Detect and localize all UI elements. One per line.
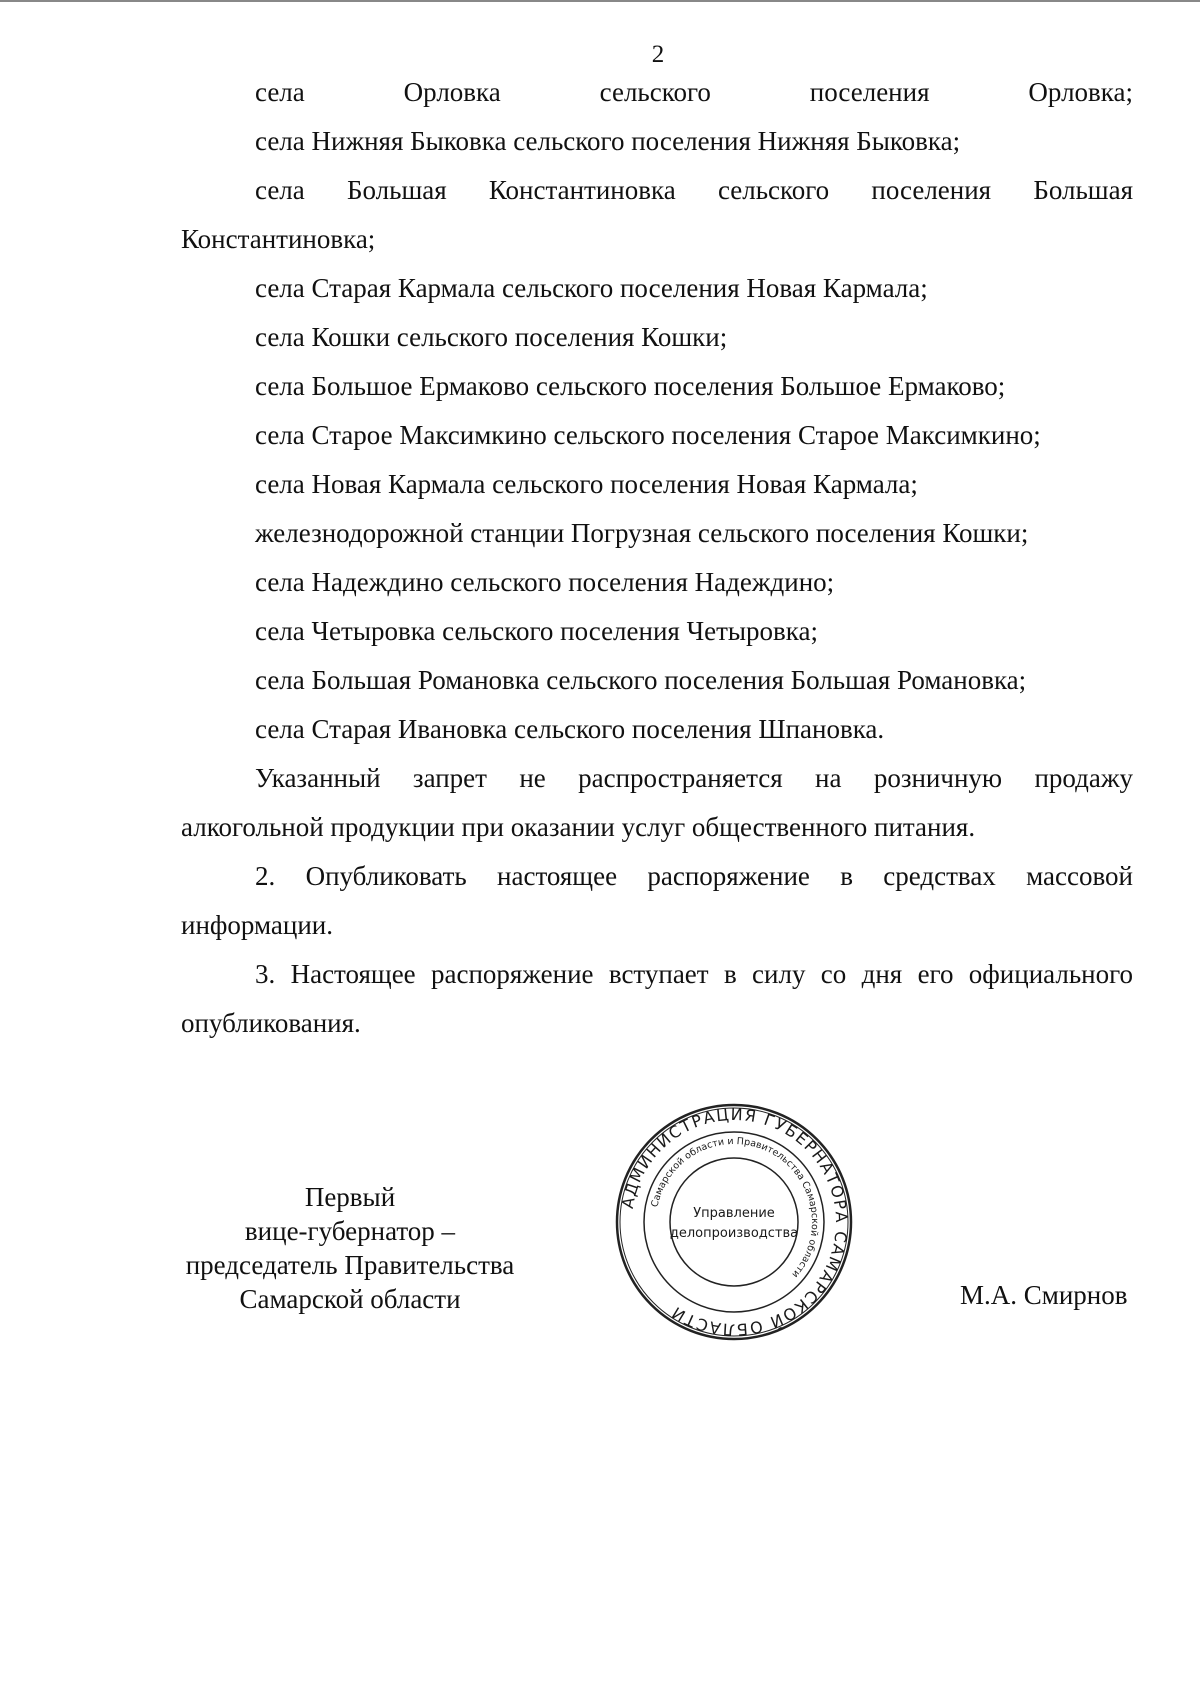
paragraph-line: села Орловка сельского поселения Орловка; <box>255 77 1133 107</box>
signer-name: М.А. Смирнов <box>960 1280 1128 1310</box>
page-top-edge <box>0 0 1200 2</box>
paragraph-line: села Большая Романовка сельского поселения Большая Романовка; <box>255 665 1027 695</box>
signer-position-line: вице-губернатор – <box>244 1216 456 1246</box>
document-body <box>181 68 1133 1048</box>
paragraph-line: алкогольной продукции при оказании услуг общественного питания. <box>181 812 976 842</box>
paragraph-line: села Старая Ивановка сельского поселения Шпановка. <box>255 714 885 744</box>
paragraph-line: села Старое Максимкино сельского поселения Старое Максимкино; <box>255 420 1041 450</box>
stamp-seal <box>614 1102 854 1342</box>
paragraph-line: 3. Настоящее распоряжение вступает в силу со дня его официального <box>255 959 1133 989</box>
paragraph-line: информации. <box>181 910 333 940</box>
paragraph-line: села Старая Кармала сельского поселения Новая Кармала; <box>255 273 928 303</box>
paragraph-line: села Нижняя Быковка сельского поселения Нижняя Быковка; <box>255 126 961 156</box>
paragraph-line: села Новая Кармала сельского поселения Новая Кармала; <box>255 469 918 499</box>
paragraph-line: опубликования. <box>181 1008 361 1038</box>
paragraph-line: села Надеждино сельского поселения Надеждино; <box>255 567 835 597</box>
signer-position-line: председатель Правительства <box>185 1250 515 1280</box>
paragraph-line: села Большая Константиновка сельского поселения Большая <box>255 175 1133 205</box>
page-number: 2 <box>651 41 665 68</box>
paragraph-line: села Большое Ермаково сельского поселения Большое Ермаково; <box>255 371 1006 401</box>
signer-position-line: Самарской области <box>239 1284 461 1314</box>
stamp-center-line: Управление <box>693 1206 775 1221</box>
paragraph-line: 2. Опубликовать настоящее распоряжение в средствах массовой <box>255 861 1133 891</box>
paragraph-line: села Кошки сельского поселения Кошки; <box>255 322 728 352</box>
paragraph-line: Константиновка; <box>181 224 376 254</box>
paragraph-line: села Четыровка сельского поселения Четыровка; <box>255 616 818 646</box>
signer-position <box>170 1180 530 1316</box>
paragraph-line: Указанный запрет не распространяется на розничную продажу <box>255 763 1133 793</box>
paragraph-line: железнодорожной станции Погрузная сельского поселения Кошки; <box>255 518 1029 548</box>
stamp-outer-text: АДМИНИСТРАЦИЯ ГУБЕРНАТОРА САМАРСКОЙ ОБЛАСТИ <box>617 1104 852 1340</box>
official-stamp <box>614 1102 854 1342</box>
stamp-inner-text: Самарской области и Правительства Самарской области <box>649 1135 821 1280</box>
stamp-center-line: делопроизводства <box>669 1226 799 1241</box>
signer-position-line: Первый <box>304 1182 396 1212</box>
